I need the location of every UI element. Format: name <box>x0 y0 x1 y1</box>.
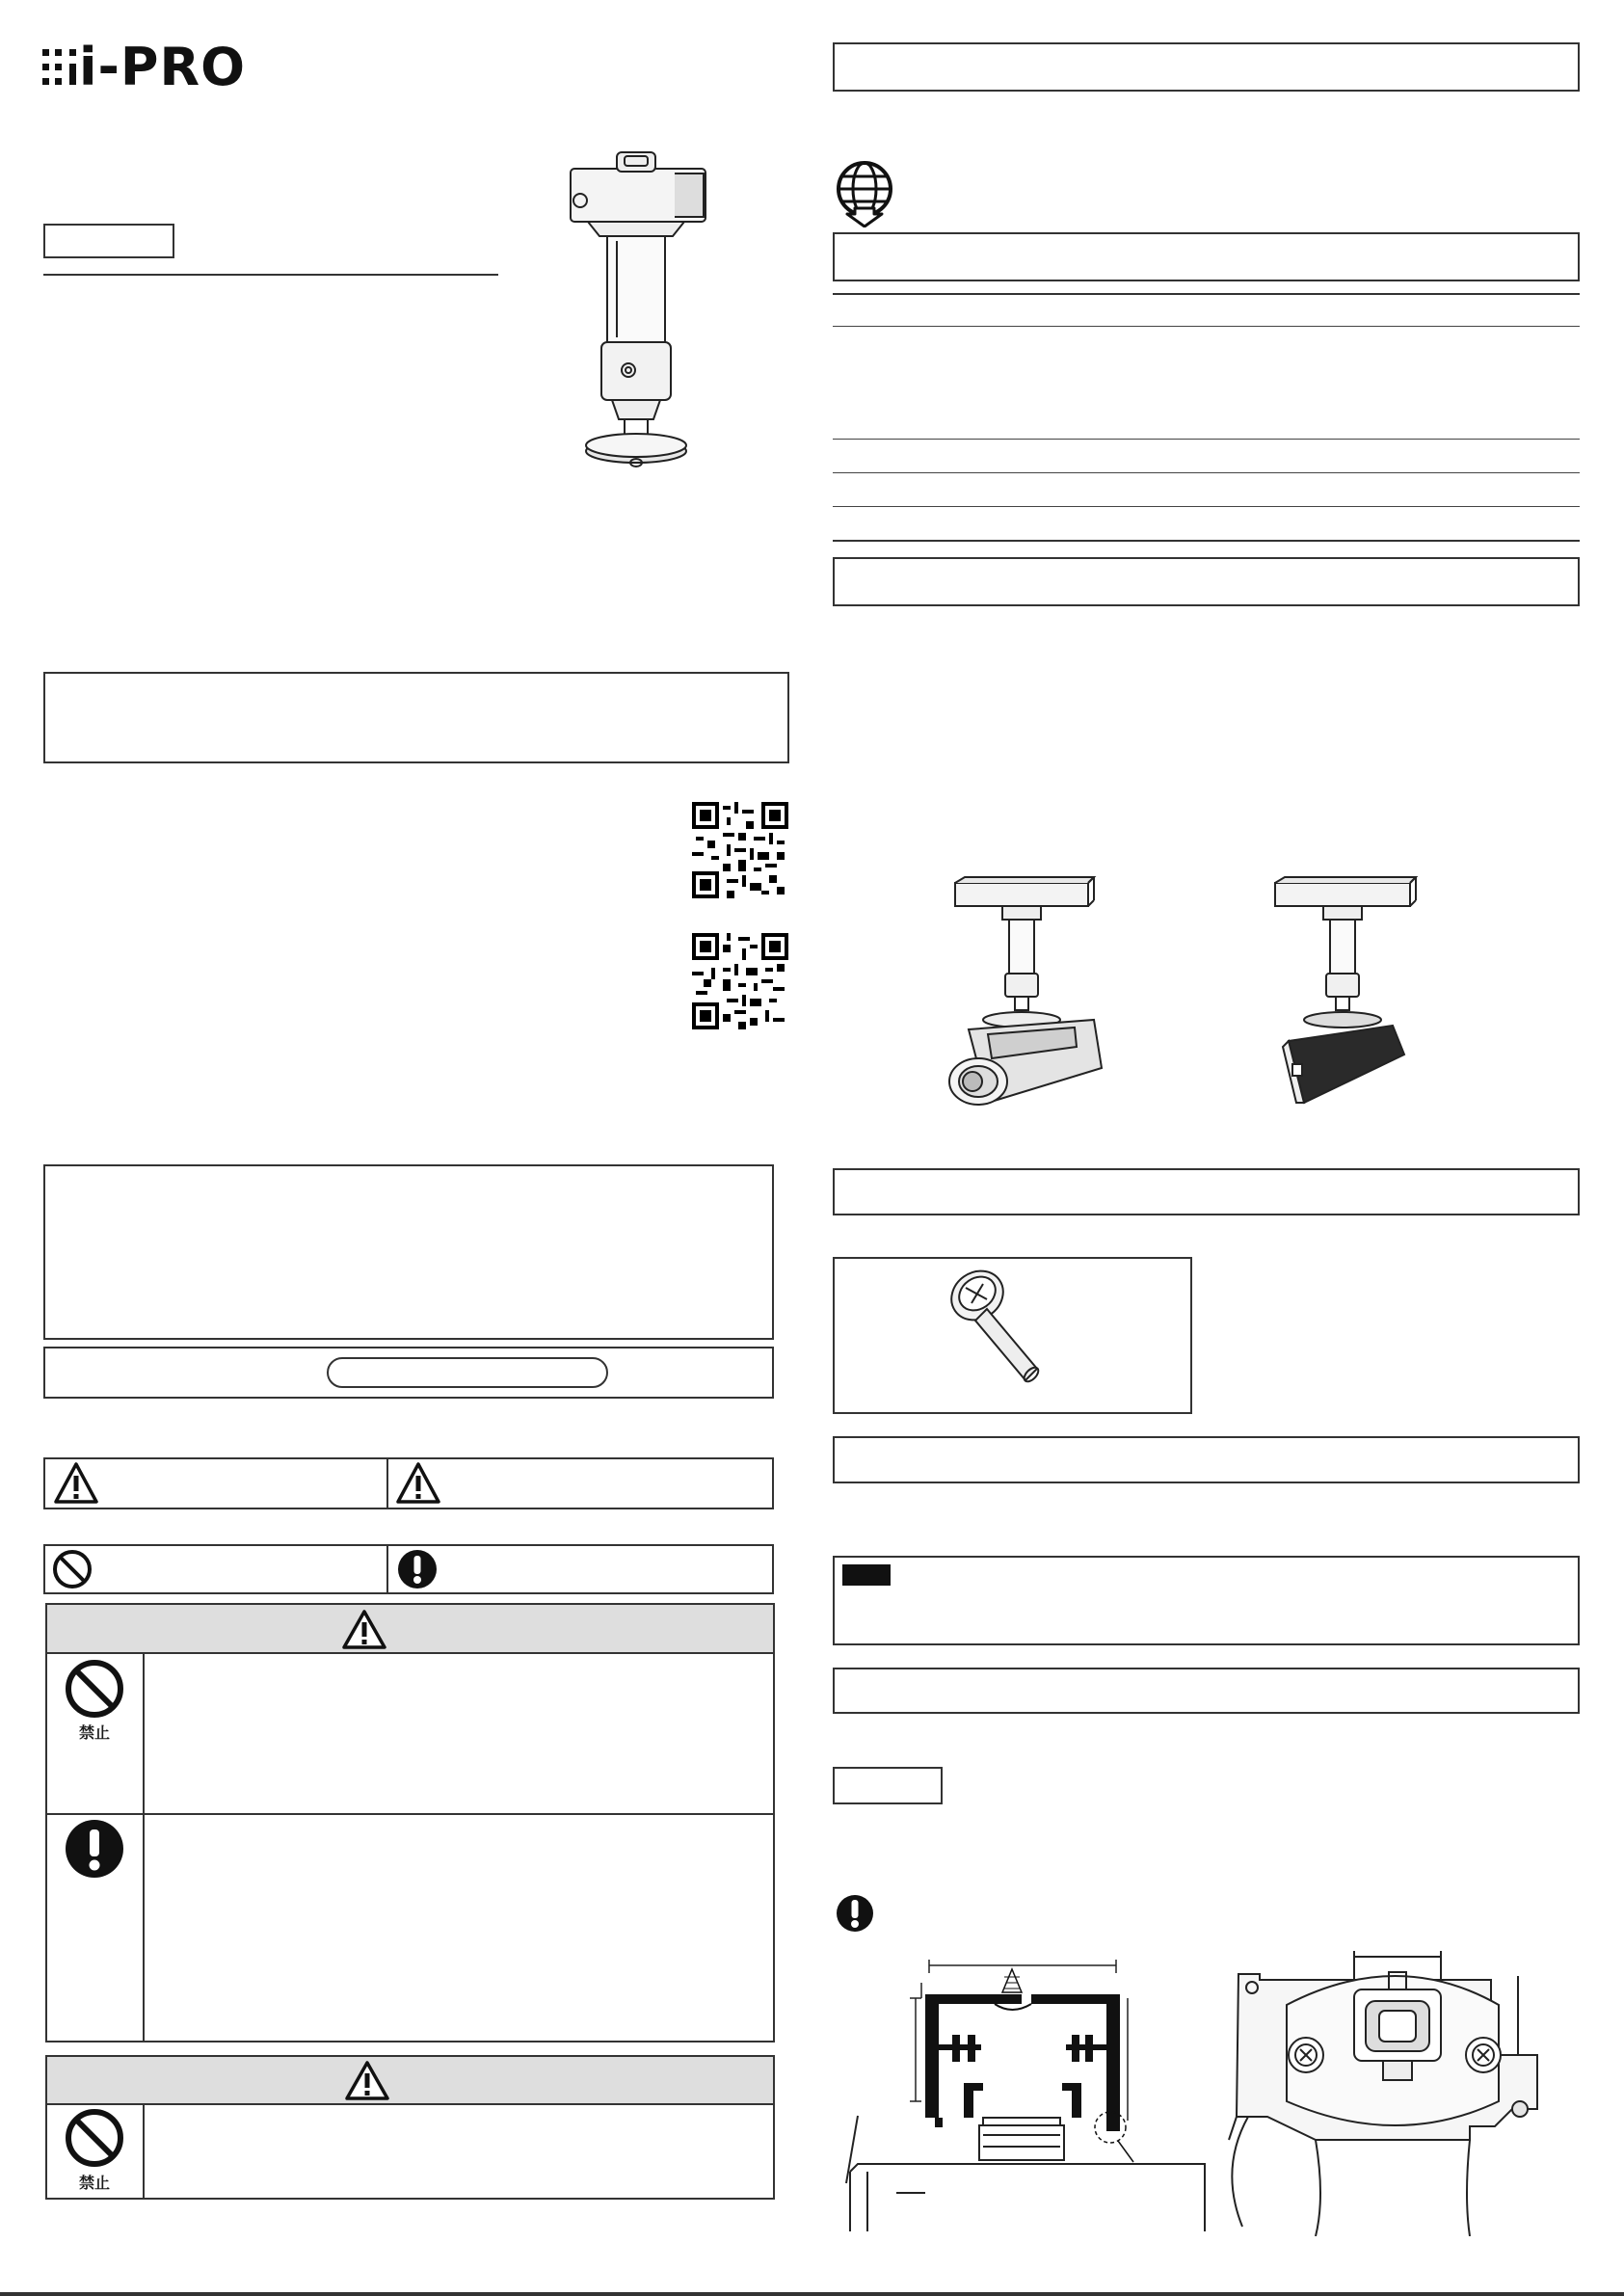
warning-table-row-divider <box>47 1813 773 1815</box>
right-header-box-6 <box>833 1668 1580 1714</box>
step-label-box <box>833 1767 943 1804</box>
caution-table-header <box>47 2057 773 2105</box>
prohibited-label-2: 禁止 <box>78 2174 110 2192</box>
caution-table-col-divider <box>143 2105 145 2200</box>
right-header-box-1 <box>833 42 1580 92</box>
prohibited-icon <box>51 1548 93 1590</box>
qr-code-2[interactable] <box>692 933 788 1029</box>
screw-illustration <box>943 1265 1068 1390</box>
warning-table-col-divider <box>143 1654 145 2042</box>
pill-field <box>327 1357 608 1388</box>
spec-rule-2 <box>833 326 1580 327</box>
title-rule <box>43 274 498 276</box>
legend-divider <box>386 1457 388 1509</box>
pendant-mount-illustration <box>559 145 728 487</box>
note-badge <box>842 1564 891 1586</box>
spec-rule-5 <box>833 506 1580 507</box>
footer-rule <box>0 2292 1624 2296</box>
warning-table-header <box>47 1605 773 1654</box>
symbol-legend-divider <box>386 1544 388 1594</box>
notice-box <box>43 672 789 763</box>
right-header-box-2 <box>833 232 1580 281</box>
warning-table <box>45 1603 775 2042</box>
right-header-box-4 <box>833 1168 1580 1215</box>
info-box <box>43 1164 774 1340</box>
prohibited-symbol-icon <box>64 1658 125 1720</box>
caution-triangle-icon <box>395 1461 441 1506</box>
right-header-box-5 <box>833 1436 1580 1483</box>
prohibited-label: 禁止 <box>78 1723 110 1742</box>
rail-cross-section-diagram <box>839 1952 1214 2231</box>
model-label-box <box>43 224 174 258</box>
spec-rule-3 <box>833 439 1580 440</box>
brand-logo <box>40 37 246 97</box>
mount-compact-camera-illustration <box>1267 875 1451 1107</box>
spec-rule-1 <box>833 293 1580 295</box>
logo-text: i-PRO <box>79 37 246 97</box>
spec-rule-6 <box>833 540 1580 542</box>
caution-header-icon <box>344 2060 390 2102</box>
spec-rule-4 <box>833 472 1580 473</box>
logo-dots-icon <box>40 43 83 92</box>
mandatory-note-icon <box>835 1893 875 1934</box>
mandatory-symbol-icon <box>64 1818 125 1880</box>
globe-download-icon <box>834 158 897 227</box>
prohibited-symbol-icon-2 <box>64 2107 125 2169</box>
note-box <box>833 1556 1580 1645</box>
mandatory-icon <box>396 1548 439 1590</box>
warning-triangle-icon <box>53 1461 99 1506</box>
right-header-box-3 <box>833 557 1580 606</box>
qr-code-1[interactable] <box>692 802 788 898</box>
mount-top-view-diagram <box>1210 1947 1585 2236</box>
mount-box-camera-illustration <box>930 875 1113 1116</box>
warning-header-icon <box>341 1609 387 1651</box>
